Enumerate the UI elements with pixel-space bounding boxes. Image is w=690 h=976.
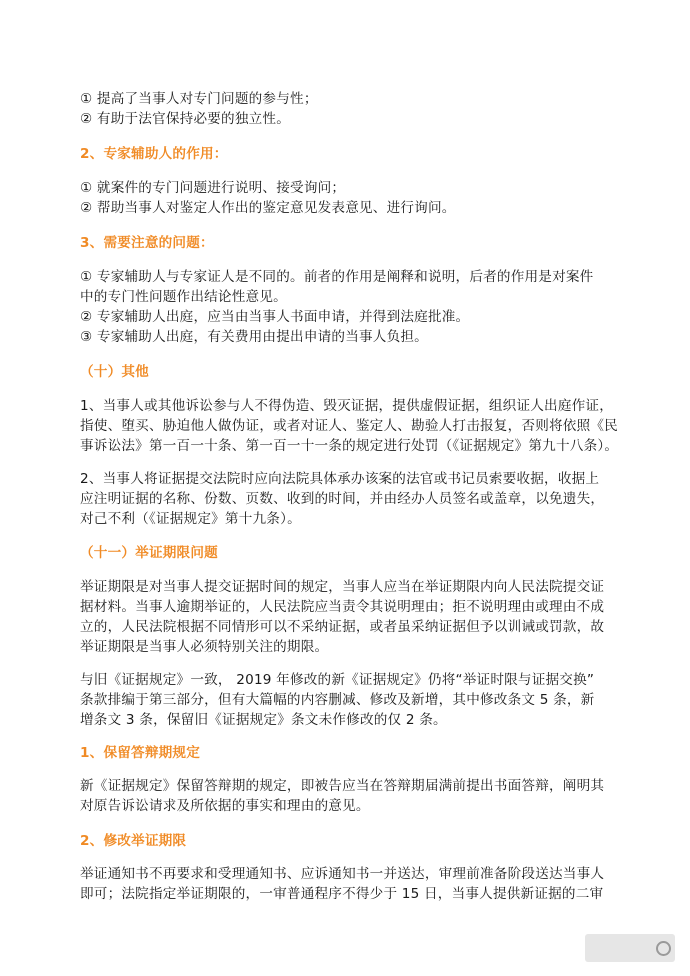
text-line: ① 就案件的专门问题进行说明、接受询问； bbox=[80, 180, 346, 196]
text-line: 条款排编于第三部分，但有大篇幅的内容删减、修改及新增，其中修改条文 5 条，新 bbox=[80, 692, 595, 708]
text-line: 举证通知书不再要求和受理通知书、应诉通知书一并送达，审理前准备阶段送达当事人 bbox=[80, 866, 605, 882]
text-line: 据材料。当事人逾期举证的，人民法院应当责令其说明理由；拒不说明理由或理由不成 bbox=[80, 599, 605, 615]
section-heading: 2、专家辅助人的作用： bbox=[80, 146, 228, 162]
text-line: 应注明证据的名称、份数、页数、收到的时间，并由经办人员签名或盖章，以免遗失， bbox=[80, 491, 605, 507]
text-line: 对原告诉讼请求及所依据的事实和理由的意见。 bbox=[80, 798, 370, 814]
section-heading: 3、需要注意的问题： bbox=[80, 235, 214, 251]
text-line: 中的专门性问题作出结论性意见。 bbox=[80, 289, 287, 305]
text-line: 即可；法院指定举证期限的，一审普通程序不得少于 15 日，当事人提供新证据的二审 bbox=[80, 886, 604, 902]
text-line: 新《证据规定》保留答辩期的规定，即被告应当在答辩期届满前提出书面答辩，阐明其 bbox=[80, 778, 605, 794]
section-heading: （十）其他 bbox=[80, 364, 149, 380]
text-line: ③ 专家辅助人出庭，有关费用由提出申请的当事人负担。 bbox=[80, 329, 428, 345]
watermark-overlay bbox=[585, 934, 675, 962]
text-line: ② 帮助当事人对鉴定人作出的鉴定意见发表意见、进行询问。 bbox=[80, 200, 456, 216]
text-line: ① 提高了当事人对专门问题的参与性； bbox=[80, 91, 318, 107]
watermark-icon bbox=[656, 941, 671, 956]
text-line: 增条文 3 条，保留旧《证据规定》条文未作修改的仅 2 条。 bbox=[80, 712, 447, 728]
section-heading: 1、保留答辩期规定 bbox=[80, 745, 201, 761]
section-heading: （十一）举证期限问题 bbox=[80, 545, 218, 561]
text-line: 与旧《证据规定》一致， 2019 年修改的新《证据规定》仍将“举证时限与证据交换” bbox=[80, 672, 595, 688]
text-line: 2、当事人将证据提交法院时应向法院具体承办该案的法官或书记员索要收据，收据上 bbox=[80, 471, 600, 487]
text-line: ② 专家辅助人出庭，应当由当事人书面申请，并得到法庭批准。 bbox=[80, 309, 470, 325]
text-line: 1、当事人或其他诉讼参与人不得伪造、毁灭证据，提供虚假证据，组织证人出庭作证， bbox=[80, 398, 614, 414]
text-line: 指使、堕买、胁迫他人做伪证，或者对证人、鉴定人、勘验人打击报复，否则将依照《民 bbox=[80, 418, 618, 434]
text-line: 事诉讼法》第一百一十条、第一百一十一条的规定进行处罚（《证据规定》第九十八条）。 bbox=[80, 438, 619, 454]
text-line: ② 有助于法官保持必要的独立性。 bbox=[80, 111, 291, 127]
text-line: ① 专家辅助人与专家证人是不同的。前者的作用是阐释和说明，后者的作用是对案件 bbox=[80, 269, 594, 285]
text-line: 举证期限是对当事人提交证据时间的规定，当事人应当在举证期限内向人民法院提交证 bbox=[80, 579, 605, 595]
text-line: 立的，人民法院根据不同情形可以不采纳证据，或者虽采纳证据但予以训诫或罚款，故 bbox=[80, 619, 605, 635]
section-heading: 2、修改举证期限 bbox=[80, 833, 187, 849]
text-line: 对己不利（《证据规定》第十九条）。 bbox=[80, 511, 301, 527]
text-line: 举证期限是当事人必须特别关注的期限。 bbox=[80, 639, 329, 655]
